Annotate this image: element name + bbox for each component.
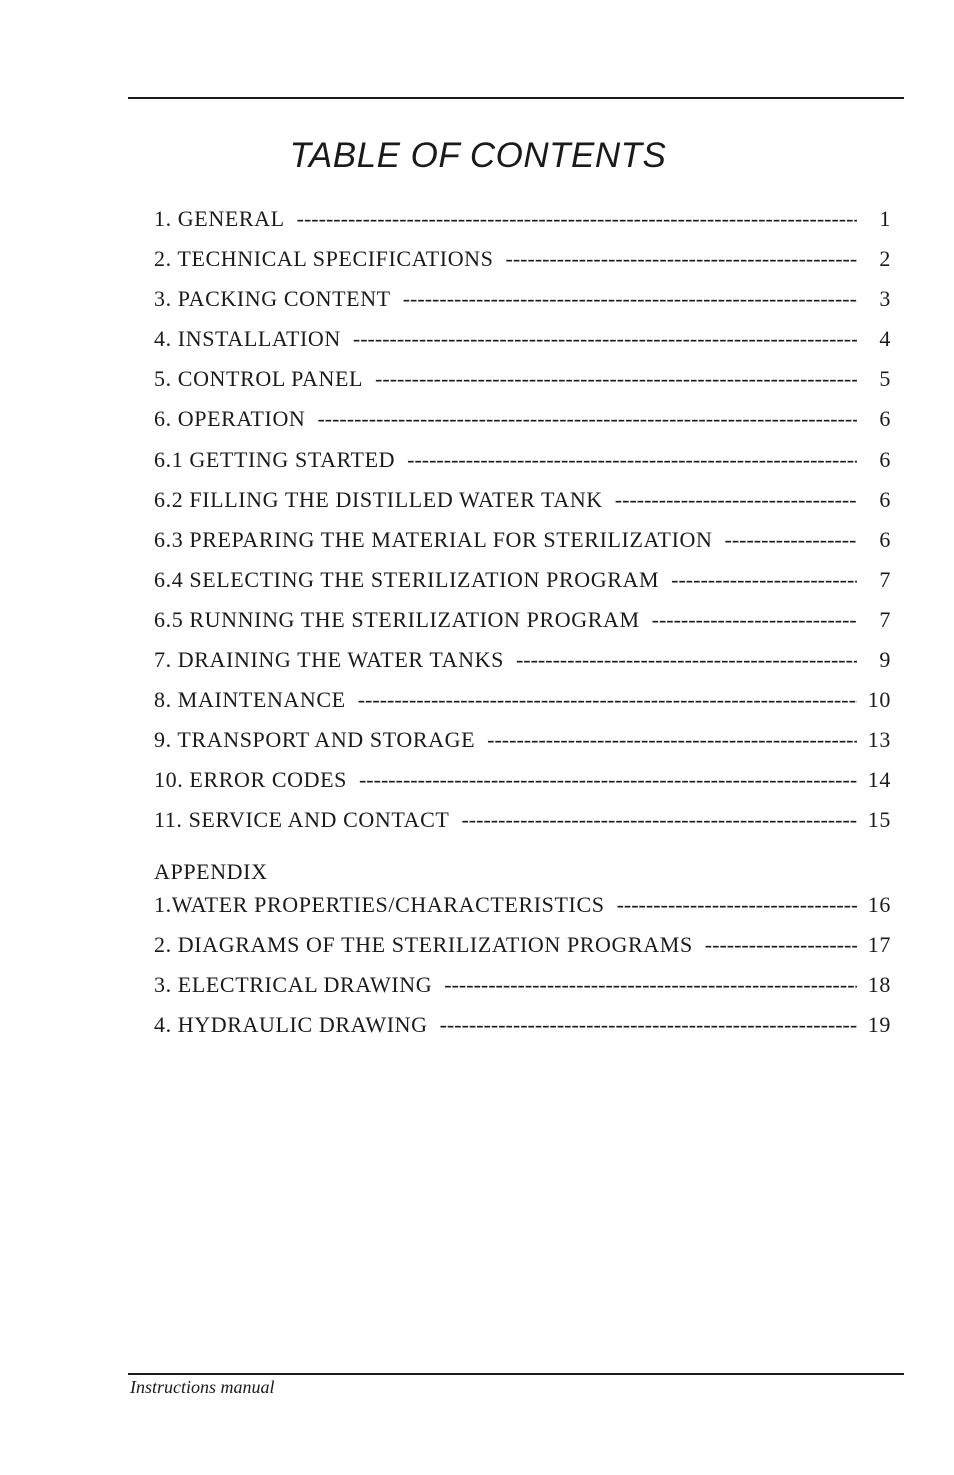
toc-entry-page: 6	[879, 526, 891, 552]
footer-rule	[128, 1373, 904, 1375]
toc-entry[interactable]	[154, 767, 891, 807]
dot-leader	[375, 366, 857, 392]
dot-leader	[617, 892, 857, 918]
toc-entry-label: 7. DRAINING THE WATER TANKS	[154, 647, 504, 673]
dot-leader	[297, 206, 857, 232]
page-title: TABLE OF CONTENTS	[289, 136, 667, 175]
toc-entry-page: 6	[879, 446, 891, 472]
footer-text: Instructions manual	[130, 1377, 275, 1397]
toc-entry-label: 11. SERVICE AND CONTACT	[154, 807, 450, 833]
appendix-entry-label: 1.WATER PROPERTIES/CHARACTERISTICS	[154, 891, 605, 917]
toc-entry-page: 1	[879, 206, 891, 231]
toc-entry[interactable]	[154, 607, 891, 647]
appendix-heading: APPENDIX	[154, 858, 268, 884]
toc-entry[interactable]	[154, 567, 891, 607]
header-rule	[128, 97, 904, 99]
dot-leader	[506, 246, 857, 272]
toc-entry-page: 7	[879, 566, 891, 592]
dot-leader	[440, 1012, 857, 1038]
appendix-entry-page: 18	[867, 971, 891, 997]
appendix-entry-label: 4. HYDRAULIC DRAWING	[154, 1011, 428, 1037]
toc-entry-label: 4. INSTALLATION	[154, 326, 341, 352]
toc-entry-label: 2. TECHNICAL SPECIFICATIONS	[154, 246, 494, 272]
toc-entry-page: 14	[867, 767, 891, 793]
toc-entry-label: 8. MAINTENANCE	[154, 687, 346, 713]
toc-entry-label: 6. OPERATION	[154, 406, 306, 432]
dot-leader	[317, 406, 857, 432]
dot-leader	[516, 647, 857, 673]
toc-entry[interactable]	[154, 326, 891, 366]
toc-entry-page: 2	[879, 246, 891, 272]
dot-leader	[671, 567, 857, 593]
toc-entry-page: 5	[879, 366, 891, 392]
toc-entry-label: 1. GENERAL	[154, 206, 285, 231]
dot-leader	[403, 286, 857, 312]
toc-entry-label: 3. PACKING CONTENT	[154, 286, 391, 312]
toc-entry[interactable]	[154, 687, 891, 727]
dot-leader	[359, 767, 857, 793]
toc-entry[interactable]	[154, 366, 891, 406]
toc-entry-label: 6.4 SELECTING THE STERILIZATION PROGRAM	[154, 566, 660, 592]
dot-leader	[725, 527, 858, 553]
toc-entry[interactable]	[154, 487, 891, 527]
toc-entry-label: 6.5 RUNNING THE STERILIZATION PROGRAM	[154, 606, 640, 632]
toc-entry-label: 6.3 PREPARING THE MATERIAL FOR STERILIZATION	[154, 526, 713, 552]
table-of-contents	[154, 206, 891, 1052]
dot-leader	[652, 607, 857, 633]
toc-entry-page: 9	[879, 647, 891, 673]
toc-entry-page: 7	[879, 606, 891, 632]
appendix-list	[154, 892, 891, 1052]
toc-entry-label: 9. TRANSPORT AND STORAGE	[154, 727, 476, 753]
toc-entry[interactable]	[154, 527, 891, 567]
toc-entry-label: 5. CONTROL PANEL	[154, 366, 364, 392]
toc-entry[interactable]	[154, 807, 891, 847]
dot-leader	[705, 932, 857, 958]
dot-leader	[487, 727, 857, 753]
toc-entry-label: 6.1 GETTING STARTED	[154, 446, 396, 472]
toc-entry-page: 4	[879, 326, 891, 352]
appendix-entry[interactable]	[154, 1012, 891, 1052]
toc-entry[interactable]	[154, 647, 891, 687]
toc-entry-page: 10	[867, 687, 891, 713]
toc-entry-label: 10. ERROR CODES	[154, 767, 347, 793]
toc-entry[interactable]	[154, 206, 891, 246]
dot-leader	[444, 972, 857, 998]
appendix-entry[interactable]	[154, 972, 891, 1012]
dot-leader	[353, 326, 857, 352]
appendix-entry-page: 16	[867, 891, 891, 917]
toc-entry[interactable]	[154, 727, 891, 767]
appendix-entry-page: 17	[867, 931, 891, 957]
toc-entry-page: 6	[879, 406, 891, 432]
appendix-entry[interactable]	[154, 932, 891, 972]
appendix-entry-page: 19	[867, 1011, 891, 1037]
toc-entry-page: 3	[879, 286, 891, 312]
appendix-entry[interactable]	[154, 892, 891, 932]
dot-leader	[407, 447, 857, 473]
dot-leader	[358, 687, 857, 713]
appendix-entry-label: 2. DIAGRAMS OF THE STERILIZATION PROGRAMS	[154, 931, 693, 957]
toc-entry-page: 6	[879, 486, 891, 512]
toc-entry[interactable]	[154, 286, 891, 326]
toc-entry[interactable]	[154, 406, 891, 446]
appendix-entry-label: 3. ELECTRICAL DRAWING	[154, 971, 433, 997]
dot-leader	[615, 487, 857, 513]
toc-entry[interactable]	[154, 447, 891, 487]
toc-entry-page: 15	[867, 807, 891, 833]
toc-entry-page: 13	[867, 727, 891, 753]
dot-leader	[461, 807, 857, 833]
toc-entry-label: 6.2 FILLING THE DISTILLED WATER TANK	[154, 486, 603, 512]
toc-entry[interactable]	[154, 246, 891, 286]
